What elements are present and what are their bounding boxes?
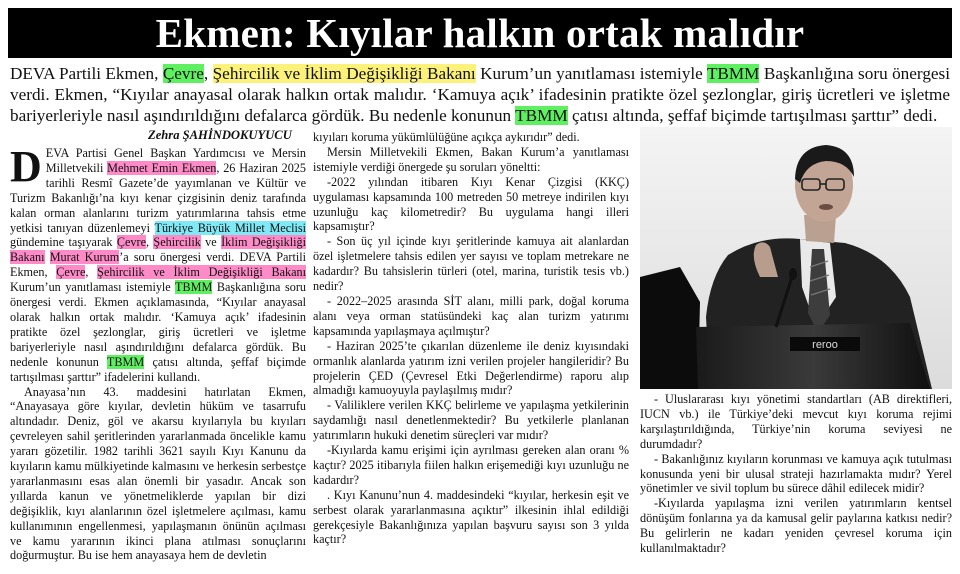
highlighted-term: Şehircilik ve İklim Değişikliği Bakanı — [212, 64, 476, 83]
highlighted-term: TBMM — [175, 280, 213, 295]
lectern-label: reroo — [812, 339, 838, 351]
col3-paragraph: - Uluslararası kıyı yönetimi standartları (AB direktifleri, IUCN vb.) ile Türkiye’deki mevcut kıyı koruma rejimi karşılaştırıldığında, Türkiye’nin koruma seviyesi ne durumdadır? — [640, 392, 952, 451]
column-3 — [640, 392, 952, 556]
lead-paragraph — [10, 63, 950, 126]
text-run: , 26 Haziran 2025 tarihli Resmî Gazete’de yayımlanan ve Kültür ve Turizm Bakanlığı’na kıyı kenar çizgisinin deniz tarafında kalan orman alanlarını turizm yatırımlarına tahsis etme yetkisi tanıyan düzenlemeyi — [10, 160, 306, 235]
highlighted-term: Türkiye Büyük Millet Meclisi — [154, 220, 307, 235]
col2-paragraph: - Son üç yıl içinde kıyı şeritlerinde kamuya ait alanlardan özel işletmelere tahsis edilen yer sayısı ve toplam metrekare ne kadardır? Bu tahsislerin türleri (otel, marina, turistik tesis vb.) nedir? — [313, 234, 629, 294]
col3-paragraph: -Kıyılarda yapılaşma izni verilen yatırımların kentsel dönüşüm fonlarına ya da kamusal gelir paylarına katkısı nedir? Bu gelirlerin ne kadarı yeniden çevresel koruma için kullanılmaktadır? — [640, 496, 952, 556]
col2-paragraph: - 2022–2025 arasında SİT alanı, milli park, doğal koruma alanı veya orman statüsündeki kaç alan turizm yatırımı kapsamında yapılaşmaya açılmıştır? — [313, 293, 629, 338]
speaker-photo-graphic — [640, 127, 952, 389]
text-run: çatısı altında, şeffaf biçimde tartışılması şarttır” ifadelerini kullandı. — [10, 354, 306, 384]
text-run: çatısı altında, şeffaf biçimde tartışılması şarttır” dedi. — [567, 106, 938, 125]
col1-paragraph-2 — [10, 385, 306, 564]
col2-paragraph: - Valiliklere verilen KKÇ belirleme ve yapılaşma yetkilerinin saydamlığı nasıl denetlenmektedir? Bu yetkilerle planlanan yatırımların hukuki denetim süreçleri var mıdır? — [313, 398, 629, 443]
highlighted-term: Şehircilik ve İklim Değişikliği Bakanı — [97, 265, 307, 280]
text-run — [45, 250, 50, 264]
text-run: Başkanlığına soru önergesi verdi. Ekmen açıklamasında, “Kıyılar anayasal olarak halkın ortak malıdır. ‘Kamuya açık’ ifadesinin pratikte özel şezlonglar, giriş ücretleri ve işletme bariyerleriyle nasıl aşındırıldığını defalarca gördük. Bu nedenle konunun — [10, 280, 307, 369]
text-run: Anayasa’nın 43. maddesini hatırlatan Ekmen, “Anayasaya göre kıyılar, devletin hüküm ve tasarrufu altındadır. Deniz, göl ve akarsu kıyılarıyla bu kıyıları çevreleyen sahil şeritlerinden yararlanmada öncelikle kamu yararı gözetilir. 1982 tarihli 3621 sayılı Kıyı Kanunu da kıyıların kamu mülkiyetinde kalmasını ve herkesin serbestçe yararlanmasını esas alan önemli bir yasadır. Ancak son yıllarda kanun ve yönetmeliklerde yapılan bir dizi değişiklik, kıyı alanlarının özel işletmelere açılması, kamu kullanımının engellenmesi, yapılaşmanın önünün açılması ve kamu yararının ikinci plana atılması sonuçlarını doğurmuştur. Bu ise hem anayasaya hem de devletin — [10, 384, 306, 563]
col2-paragraph: - Haziran 2025’te çıkarılan düzenleme ile deniz kıyısındaki ormanlık alanlarda yatırım izni verilen projeler hangileridir? Bu projelerin ÇED (Çevresel Etki Değerlendirme) raporu alıp almadığı kamuoyuyla paylaşılmış mıdır? — [313, 338, 629, 398]
text-run: DEVA Partili Ekmen, — [10, 64, 163, 83]
highlighted-term: Şehircilik — [153, 235, 201, 250]
text-run: ’a soru önergesi verdi. DEVA Partili Ekmen, — [10, 250, 307, 280]
col1-paragraph-1 — [10, 142, 307, 385]
col2-paragraph: kıyıları koruma yükümlülüğüne açıkça aykırıdır” dedi. — [313, 130, 580, 144]
headline: Ekmen: Kıyılar halkın ortak malıdır — [8, 8, 952, 58]
text-run: gündemine taşıyarak — [10, 235, 117, 250]
column-2 — [313, 130, 629, 547]
highlighted-term: Çevre — [162, 64, 204, 83]
col2-paragraph: . Kıyı Kanunu’nun 4. maddesindeki “kıyılar, herkesin eşit ve serbest olarak yararlanmasına açıktır” ilkesinin ihlal edildiği gerekçesiyle Bakanlığınıza yapılan başvuru sayısı son 3 yılda kaçtır? — [313, 487, 629, 547]
text-run: Başkanlığına soru önergesi verdi. Ekmen, “Kıyılar anayasal olarak halkın ortak malıdır. ‘Kamuya açık’ ifadesinin pratikte özel şezlonglar, giriş ücretleri ve işletme bariyerleriyle nasıl aşındırıldığını defalarca gördük. Bu nedenle konunun — [10, 64, 951, 125]
highlighted-term: Çevre — [116, 235, 146, 250]
col3-paragraph: - Bakanlığınız kıyıların korunması ve kamuya açık tutulması konusunda yeni bir ulusal strateji hazırlamakta mıdır? Yerel yönetimler ve sivil toplum bu sürece dâhil edilecek midir? — [640, 451, 952, 496]
text-run: Kurum’un yanıtlaması istemiyle — [475, 64, 707, 83]
col2-paragraph: -Kıyılarda kamu erişimi için ayrılması gereken alan oranı % kaçtır? 2025 itibarıyla fiilen halkın erişemediği kıyı uzunluğu ne kadardır? — [313, 443, 629, 487]
byline: Zehra ŞAHİNDOKUYUCU — [148, 128, 292, 142]
col2-paragraph: Mersin Milletvekili Ekmen, Bakan Kurum’a yanıtlaması istemiyle verdiği önergede şu soruları yöneltti: — [313, 144, 629, 174]
text-run: Kurum’un yanıtlaması istemiyle — [10, 280, 176, 295]
highlighted-term: Murat Kurum — [49, 250, 120, 265]
highlighted-term: Mehmet Emin Ekmen — [107, 160, 217, 175]
speaker-photo — [640, 127, 952, 389]
text-run: , — [85, 265, 98, 280]
highlighted-term: TBMM — [106, 354, 145, 369]
text-run: ve — [200, 235, 222, 250]
text-run: , — [146, 235, 154, 250]
col2-paragraph: -2022 yılından itibaren Kıyı Kenar Çizgisi (KKÇ) uygulaması kapsamında 100 metreden 50 metreye indirilen kıyı uzunluğu kaç kilometredir? Bu uygulama hangi illeri kapsamıştır? — [313, 174, 629, 234]
highlighted-term: Çevre — [56, 265, 86, 280]
column-1 — [10, 142, 307, 563]
highlighted-term: TBMM — [706, 64, 760, 83]
highlighted-term: TBMM — [515, 106, 568, 125]
drop-cap: D — [10, 142, 42, 191]
text-run: , — [203, 64, 213, 83]
highlighted-term: İklim Değişikliği Bakanı — [10, 235, 306, 265]
text-run: EVA Partisi Genel Başkan Yardımcısı ve Mersin Milletvekili — [45, 146, 306, 175]
